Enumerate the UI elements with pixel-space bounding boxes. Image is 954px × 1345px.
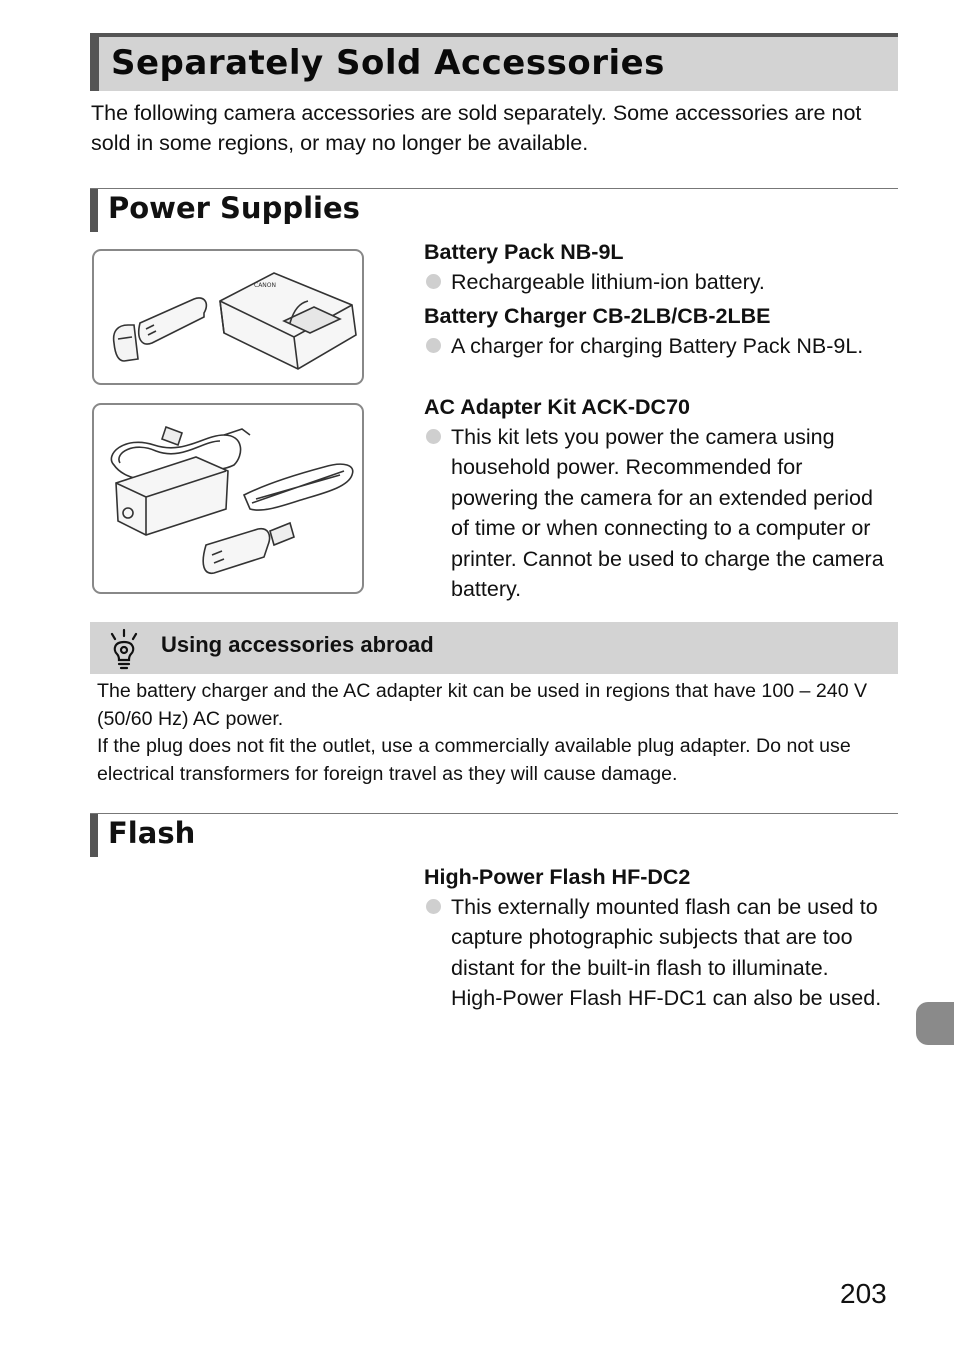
battery-pack-bullet: Rechargeable lithium-ion battery.: [424, 267, 904, 297]
battery-charger-item: [424, 301, 904, 361]
ac-adapter-image: [92, 403, 364, 594]
section-title-power: Power Supplies: [108, 191, 360, 225]
tip-paragraph: If the plug does not fit the outlet, use a commercially available plug adapter. Do not use electrical transformers for foreign travel as they will cause damage.: [97, 735, 851, 785]
svg-text:CANON: CANON: [254, 282, 276, 289]
chapter-tab: [916, 1002, 954, 1045]
bullet-dot-icon: [426, 899, 441, 914]
section-header-power: [90, 188, 898, 232]
bullet-dot-icon: [426, 338, 441, 353]
flash-note: High-Power Flash HF-DC1 can also be used.: [451, 986, 882, 1011]
battery-charger-image: [92, 249, 364, 385]
battery-pack-title: Battery Pack NB-9L: [424, 240, 624, 264]
page-title: Separately Sold Accessories: [111, 43, 665, 83]
battery-charger-bullet: A charger for charging Battery Pack NB-9L.: [424, 331, 904, 361]
lightbulb-icon: [106, 628, 142, 670]
intro-text: The following camera accessories are sold separately. Some accessories are not sold in some regions, or may no longer be available.: [91, 101, 862, 155]
tip-paragraph: The battery charger and the AC adapter kit can be used in regions that have 100 – 240 V (50/60 Hz) AC power.: [97, 680, 868, 730]
bullet-dot-icon: [426, 429, 441, 444]
section-header-flash: [90, 813, 898, 857]
flash-title: High-Power Flash HF-DC2: [424, 865, 691, 889]
tip-text: [97, 678, 897, 788]
flash-bullet: This externally mounted flash can be used to capture photographic subjects that are too distant for the built-in flash to illuminate.: [424, 892, 899, 983]
battery-charger-title: Battery Charger CB-2LB/CB-2LBE: [424, 304, 771, 328]
tip-header: [90, 622, 898, 674]
flash-item: [424, 862, 899, 1014]
page-number: 203: [840, 1278, 887, 1309]
battery-pack-item: [424, 237, 904, 297]
page-title-bar: [90, 33, 898, 91]
ac-adapter-title: AC Adapter Kit ACK-DC70: [424, 395, 690, 419]
ac-adapter-bullet: This kit lets you power the camera using household power. Recommended for powering the camera for an extended period of time or when connecting to a computer or printer. Cannot be used to charge the camera battery.: [424, 422, 894, 604]
ac-adapter-item: [424, 392, 894, 604]
ac-adapter-illustration: [94, 405, 362, 592]
section-title-flash: Flash: [108, 816, 196, 850]
battery-charger-illustration: [94, 251, 362, 383]
bullet-dot-icon: [426, 274, 441, 289]
tip-title: Using accessories abroad: [161, 632, 434, 657]
